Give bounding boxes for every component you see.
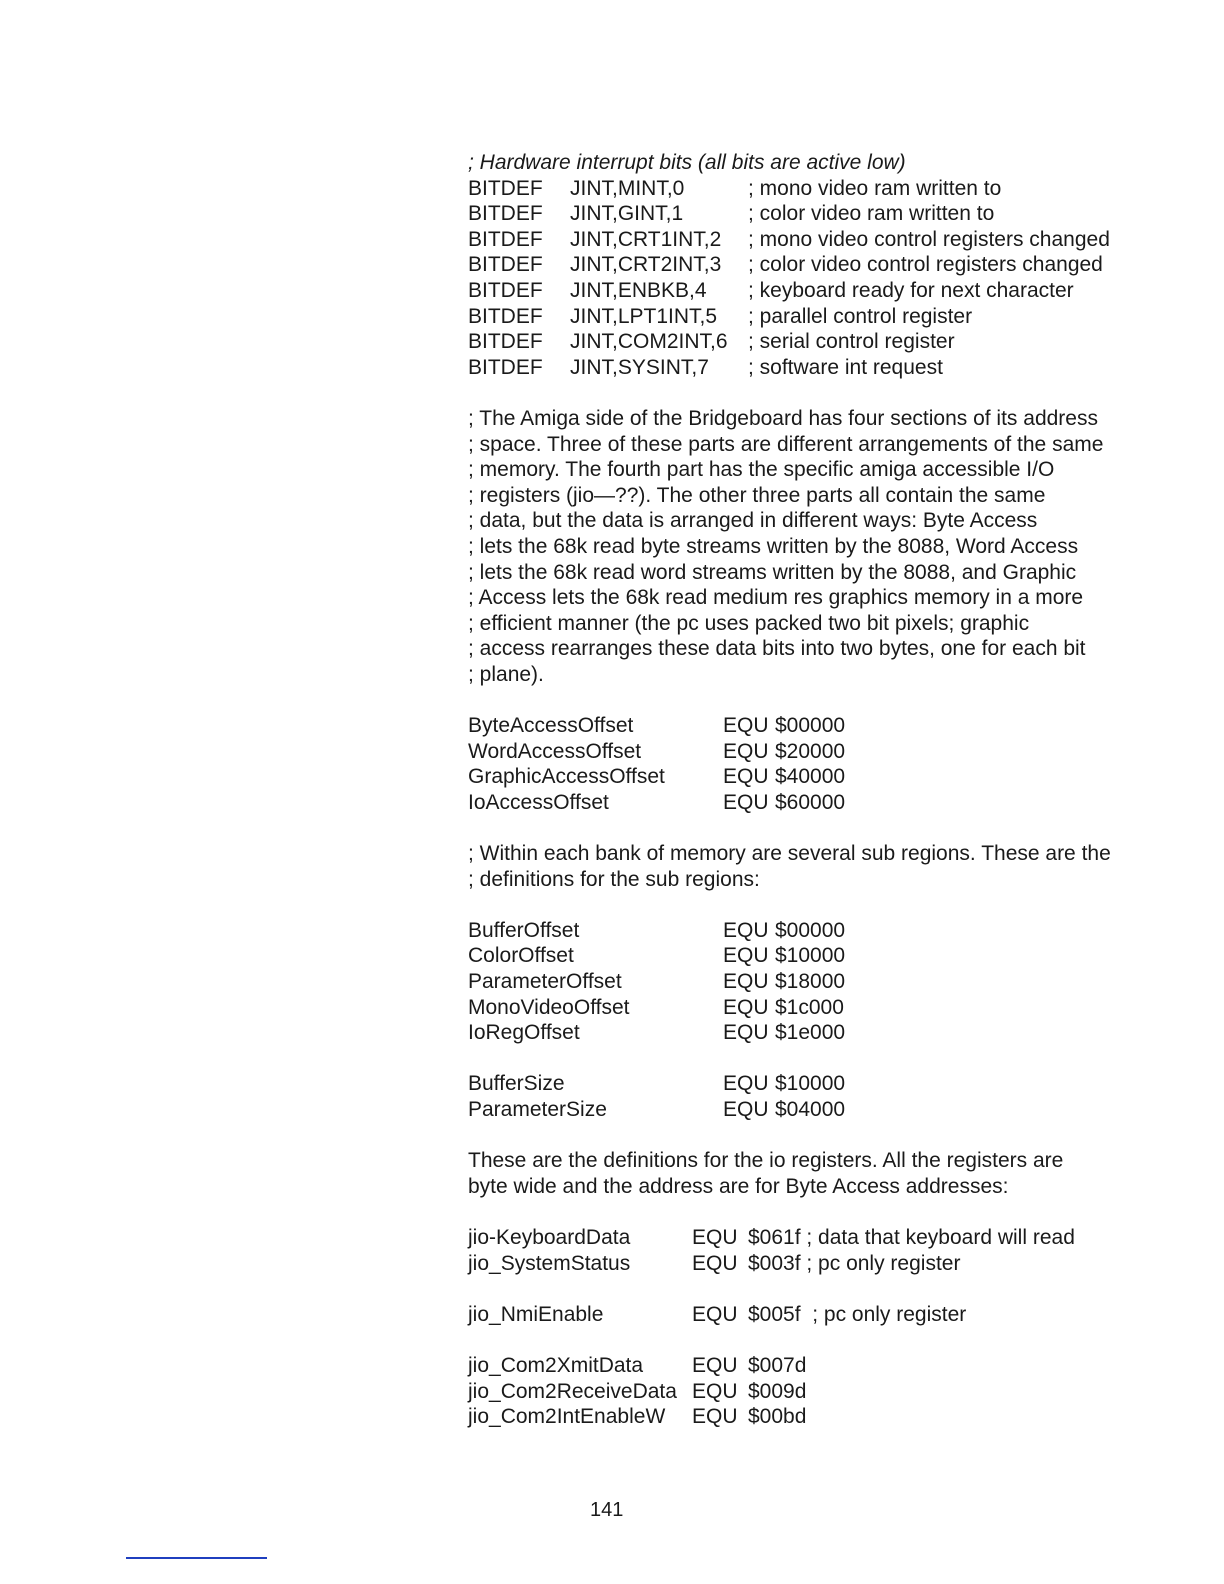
subregion-comment xyxy=(468,841,1128,892)
jio-name: jio_SystemStatus xyxy=(468,1251,631,1275)
equ-row xyxy=(468,790,1128,816)
equ-row xyxy=(468,918,1128,944)
equ-value: $1e000 xyxy=(775,1021,846,1045)
bitdef-comment: ; color video ram written to xyxy=(748,202,995,226)
io-register-list-3 xyxy=(468,1353,1128,1430)
spacer xyxy=(468,892,1128,918)
equ-row xyxy=(468,943,1128,969)
bitdef-args: JINT,GINT,1 xyxy=(570,202,684,226)
amiga-address-comment xyxy=(468,406,1128,688)
jio-keyword: EQU xyxy=(692,1302,738,1326)
access-offset-list xyxy=(468,713,1128,815)
equ-value: $60000 xyxy=(775,790,846,814)
equ-keyword: EQU xyxy=(723,739,769,763)
comment-line: ; registers (jio—??). The other three parts all contain the same xyxy=(468,483,1046,507)
equ-keyword: EQU xyxy=(723,995,769,1019)
bitdef-comment: ; color video control registers changed xyxy=(748,253,1103,277)
bitdef-comment: ; keyboard ready for next character xyxy=(748,278,1074,302)
interrupt-bits-heading: ; Hardware interrupt bits (all bits are active low) xyxy=(468,151,906,174)
jio-name: jio_NmiEnable xyxy=(468,1302,604,1326)
jio-keyword: EQU xyxy=(692,1405,738,1429)
equ-row xyxy=(468,1020,1128,1046)
spacer xyxy=(468,815,1128,841)
equ-row xyxy=(468,713,1128,739)
jio-row xyxy=(468,1404,1128,1430)
footnote-rule xyxy=(126,1557,267,1559)
spacer xyxy=(468,380,1128,406)
comment-line: ; memory. The fourth part has the specific amiga accessible I/O xyxy=(468,458,1055,482)
bitdef-comment: ; serial control register xyxy=(748,330,955,354)
comment-line: ; lets the 68k read byte streams written by the 8088, Word Access xyxy=(468,534,1079,558)
bitdef-comment: ; mono video ram written to xyxy=(748,176,1002,200)
subregion-offset-list xyxy=(468,918,1128,1046)
jio-name: jio_Com2XmitData xyxy=(468,1353,644,1377)
equ-row xyxy=(468,969,1128,995)
bitdef-comment: ; software int request xyxy=(748,355,943,379)
bitdef-list xyxy=(468,176,1128,381)
equ-name: ParameterOffset xyxy=(468,970,622,993)
bitdef-keyword: BITDEF xyxy=(468,330,543,354)
io-register-list-2 xyxy=(468,1302,1128,1328)
page-number: 141 xyxy=(590,1499,624,1521)
bitdef-row xyxy=(468,227,1128,253)
comment-line: ; plane). xyxy=(468,662,544,686)
comment-line: ; access rearranges these data bits into two bytes, one for each bit xyxy=(468,637,1086,661)
bitdef-comment: ; parallel control register xyxy=(748,304,973,328)
bitdef-row xyxy=(468,201,1128,227)
jio-row xyxy=(468,1225,1128,1251)
equ-row xyxy=(468,739,1128,765)
jio-keyword: EQU xyxy=(692,1353,738,1377)
equ-keyword: EQU xyxy=(723,944,769,968)
comment-line: ; Within each bank of memory are several sub regions. These are the xyxy=(468,842,1111,866)
bitdef-keyword: BITDEF xyxy=(468,253,543,277)
comment-line: ; space. Three of these parts are different arrangements of the same xyxy=(468,432,1104,456)
equ-value: $00000 xyxy=(775,714,846,738)
jio-name: jio-KeyboardData xyxy=(468,1225,631,1249)
equ-name: BufferOffset xyxy=(468,918,580,942)
bitdef-keyword: BITDEF xyxy=(468,304,543,328)
bitdef-args: JINT,COM2INT,6 xyxy=(570,330,728,354)
comment-line: ; lets the 68k read word streams written by the 8088, and Graphic xyxy=(468,560,1077,584)
equ-value: $1c000 xyxy=(775,995,844,1019)
spacer xyxy=(468,1123,1128,1149)
bitdef-row xyxy=(468,329,1128,355)
jio-row xyxy=(468,1353,1128,1379)
equ-value: $20000 xyxy=(775,739,846,763)
equ-keyword: EQU xyxy=(723,714,769,738)
equ-name: ByteAccessOffset xyxy=(468,714,634,738)
equ-keyword: EQU xyxy=(723,1021,769,1045)
bitdef-keyword: BITDEF xyxy=(468,278,543,302)
intro-line: byte wide and the address are for Byte Access addresses: xyxy=(468,1174,1009,1198)
jio-value: $009d xyxy=(748,1379,807,1403)
bitdef-keyword: BITDEF xyxy=(468,176,543,200)
page-body xyxy=(468,150,1128,1430)
bitdef-row xyxy=(468,355,1128,381)
equ-row xyxy=(468,1097,1128,1123)
jio-row xyxy=(468,1302,1128,1328)
spacer xyxy=(468,1276,1128,1302)
bitdef-row xyxy=(468,304,1128,330)
bitdef-comment: ; mono video control registers changed xyxy=(748,227,1110,251)
equ-value: $00000 xyxy=(775,918,846,942)
jio-name: jio_Com2IntEnableW xyxy=(468,1405,666,1429)
equ-name: WordAccessOffset xyxy=(468,739,642,763)
equ-keyword: EQU xyxy=(723,790,769,814)
equ-keyword: EQU xyxy=(723,970,769,993)
jio-value: $061f ; data that keyboard will read xyxy=(748,1225,1075,1249)
comment-line: ; efficient manner (the pc uses packed two bit pixels; graphic xyxy=(468,611,1030,635)
comment-line: ; The Amiga side of the Bridgeboard has four sections of its address xyxy=(468,406,1098,430)
spacer xyxy=(468,1199,1128,1225)
bitdef-args: JINT,CRT2INT,3 xyxy=(570,253,722,277)
bitdef-args: JINT,CRT1INT,2 xyxy=(570,227,722,251)
intro-line: These are the definitions for the io registers. All the registers are xyxy=(468,1149,1064,1173)
equ-keyword: EQU xyxy=(723,1097,769,1121)
io-register-list-1 xyxy=(468,1225,1128,1276)
spacer xyxy=(468,1327,1128,1353)
bitdef-row xyxy=(468,252,1128,278)
bitdef-row xyxy=(468,278,1128,304)
equ-name: ColorOffset xyxy=(468,944,574,968)
equ-value: $18000 xyxy=(775,970,846,993)
equ-value: $10000 xyxy=(775,1072,846,1096)
bitdef-keyword: BITDEF xyxy=(468,355,543,379)
equ-row xyxy=(468,995,1128,1021)
equ-name: IoRegOffset xyxy=(468,1021,580,1045)
jio-value: $005f ; pc only register xyxy=(748,1302,967,1326)
jio-value: $00bd xyxy=(748,1405,807,1429)
jio-keyword: EQU xyxy=(692,1225,738,1249)
equ-name: BufferSize xyxy=(468,1072,565,1096)
equ-value: $40000 xyxy=(775,765,846,789)
equ-name: ParameterSize xyxy=(468,1097,607,1121)
comment-line: ; Access lets the 68k read medium res graphics memory in a more xyxy=(468,586,1084,610)
equ-name: GraphicAccessOffset xyxy=(468,765,665,789)
jio-row xyxy=(468,1379,1128,1405)
jio-keyword: EQU xyxy=(692,1251,738,1275)
equ-keyword: EQU xyxy=(723,918,769,942)
spacer xyxy=(468,687,1128,713)
equ-row xyxy=(468,1071,1128,1097)
bitdef-keyword: BITDEF xyxy=(468,202,543,226)
bitdef-args: JINT,SYSINT,7 xyxy=(570,355,709,379)
jio-name: jio_Com2ReceiveData xyxy=(468,1379,677,1403)
comment-line: ; data, but the data is arranged in different ways: Byte Access xyxy=(468,509,1038,533)
jio-value: $003f ; pc only register xyxy=(748,1251,961,1275)
jio-value: $007d xyxy=(748,1353,807,1377)
jio-row xyxy=(468,1251,1128,1277)
bitdef-args: JINT,LPT1INT,5 xyxy=(570,304,718,328)
bitdef-args: JINT,ENBKB,4 xyxy=(570,278,707,302)
comment-line: ; definitions for the sub regions: xyxy=(468,867,760,891)
equ-name: IoAccessOffset xyxy=(468,790,609,814)
equ-keyword: EQU xyxy=(723,765,769,789)
bitdef-args: JINT,MINT,0 xyxy=(570,176,685,200)
equ-value: $10000 xyxy=(775,944,846,968)
bitdef-row xyxy=(468,176,1128,202)
io-register-intro xyxy=(468,1148,1128,1199)
bitdef-keyword: BITDEF xyxy=(468,227,543,251)
spacer xyxy=(468,1046,1128,1072)
equ-keyword: EQU xyxy=(723,1072,769,1096)
equ-value: $04000 xyxy=(775,1097,846,1121)
equ-row xyxy=(468,764,1128,790)
equ-name: MonoVideoOffset xyxy=(468,995,630,1019)
size-list xyxy=(468,1071,1128,1122)
jio-keyword: EQU xyxy=(692,1379,738,1403)
